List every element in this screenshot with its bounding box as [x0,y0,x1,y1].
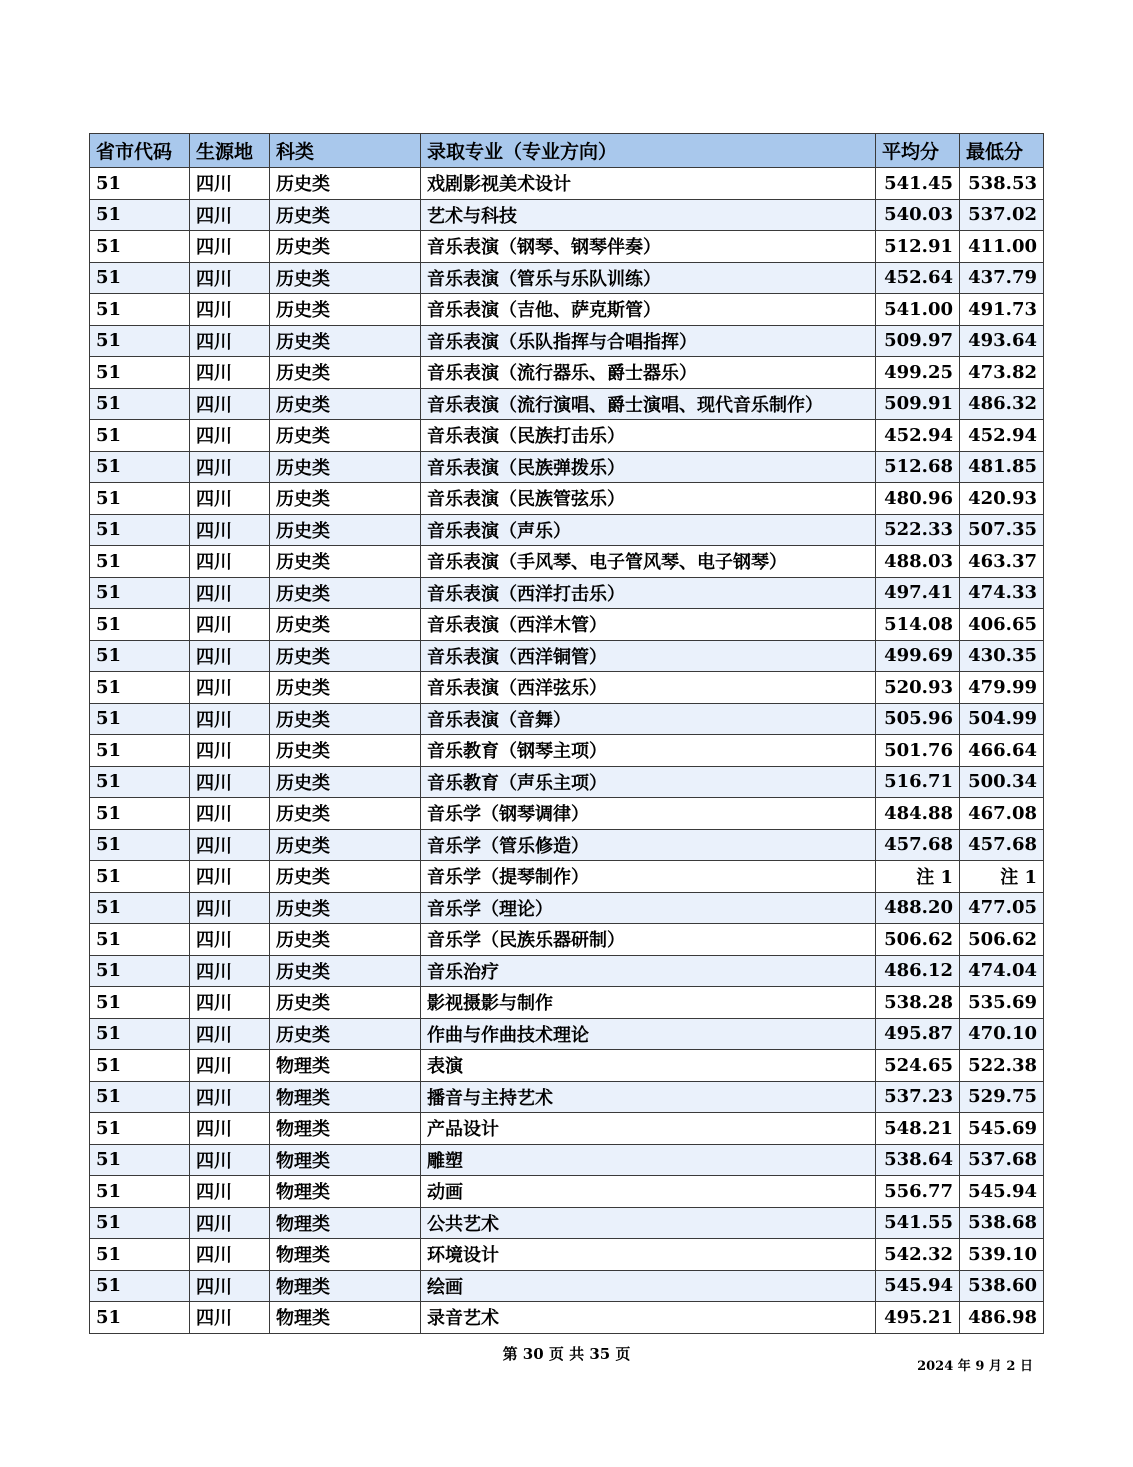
table-row [90,955,1044,987]
cell-average-score: 538.28 [876,987,960,1019]
cell-province-code: 51 [90,231,190,263]
cell-category: 历史类 [270,987,421,1019]
cell-category: 历史类 [270,766,421,798]
cell-category: 历史类 [270,199,421,231]
cell-min-score: 538.60 [960,1270,1044,1302]
cell-min-score: 481.85 [960,451,1044,483]
cell-min-score: 507.35 [960,514,1044,546]
cell-average-score: 488.20 [876,892,960,924]
table-row [90,1144,1044,1176]
cell-province-code: 51 [90,798,190,830]
table-body [90,168,1044,1334]
cell-major: 音乐表演（流行器乐、爵士器乐） [421,357,876,389]
table-row [90,609,1044,641]
cell-min-score: 529.75 [960,1081,1044,1113]
cell-category: 历史类 [270,735,421,767]
cell-category: 历史类 [270,892,421,924]
cell-province-code: 51 [90,735,190,767]
cell-origin: 四川 [190,987,270,1019]
table-row [90,1176,1044,1208]
cell-category: 历史类 [270,168,421,200]
cell-major: 公共艺术 [421,1207,876,1239]
cell-origin: 四川 [190,1144,270,1176]
cell-origin: 四川 [190,325,270,357]
cell-category: 历史类 [270,231,421,263]
table-row [90,798,1044,830]
cell-origin: 四川 [190,1302,270,1334]
header-origin: 生源地 [190,134,270,168]
cell-origin: 四川 [190,577,270,609]
cell-category: 物理类 [270,1302,421,1334]
cell-average-score: 506.62 [876,924,960,956]
cell-major: 音乐表演（管乐与乐队训练） [421,262,876,294]
table-row [90,861,1044,893]
cell-province-code: 51 [90,1018,190,1050]
cell-major: 影视摄影与制作 [421,987,876,1019]
cell-origin: 四川 [190,1050,270,1082]
cell-min-score: 437.79 [960,262,1044,294]
cell-origin: 四川 [190,199,270,231]
cell-origin: 四川 [190,388,270,420]
cell-category: 物理类 [270,1113,421,1145]
table-row [90,735,1044,767]
cell-average-score: 522.33 [876,514,960,546]
cell-major: 音乐表演（民族弹拨乐） [421,451,876,483]
cell-average-score: 538.64 [876,1144,960,1176]
cell-category: 历史类 [270,955,421,987]
cell-origin: 四川 [190,451,270,483]
cell-min-score: 474.33 [960,577,1044,609]
cell-origin: 四川 [190,861,270,893]
cell-category: 历史类 [270,357,421,389]
cell-min-score: 545.94 [960,1176,1044,1208]
cell-min-score: 538.68 [960,1207,1044,1239]
cell-average-score: 537.23 [876,1081,960,1113]
cell-category: 物理类 [270,1176,421,1208]
cell-average-score: 556.77 [876,1176,960,1208]
cell-average-score: 512.68 [876,451,960,483]
cell-province-code: 51 [90,1050,190,1082]
cell-province-code: 51 [90,1302,190,1334]
cell-major: 音乐表演（西洋弦乐） [421,672,876,704]
table-row [90,1270,1044,1302]
table-row [90,892,1044,924]
cell-category: 历史类 [270,672,421,704]
cell-major: 音乐表演（西洋木管） [421,609,876,641]
cell-min-score: 486.32 [960,388,1044,420]
cell-origin: 四川 [190,892,270,924]
cell-average-score: 505.96 [876,703,960,735]
table-row [90,420,1044,452]
cell-category: 物理类 [270,1081,421,1113]
cell-major: 音乐表演（音舞） [421,703,876,735]
cell-category: 物理类 [270,1144,421,1176]
cell-origin: 四川 [190,357,270,389]
cell-major: 音乐学（民族乐器研制） [421,924,876,956]
cell-average-score: 499.25 [876,357,960,389]
header-category: 科类 [270,134,421,168]
cell-origin: 四川 [190,420,270,452]
cell-category: 历史类 [270,861,421,893]
cell-average-score: 524.65 [876,1050,960,1082]
table-row [90,357,1044,389]
cell-origin: 四川 [190,609,270,641]
cell-province-code: 51 [90,672,190,704]
cell-origin: 四川 [190,1270,270,1302]
cell-average-score: 509.97 [876,325,960,357]
cell-province-code: 51 [90,640,190,672]
header-province-code: 省市代码 [90,134,190,168]
cell-category: 物理类 [270,1270,421,1302]
cell-average-score: 512.91 [876,231,960,263]
cell-average-score: 452.64 [876,262,960,294]
cell-major: 音乐表演（吉他、萨克斯管） [421,294,876,326]
cell-min-score: 注 1 [960,861,1044,893]
cell-province-code: 51 [90,987,190,1019]
table-row [90,1081,1044,1113]
cell-average-score: 516.71 [876,766,960,798]
cell-major: 音乐表演（西洋打击乐） [421,577,876,609]
cell-category: 历史类 [270,798,421,830]
cell-min-score: 466.64 [960,735,1044,767]
cell-province-code: 51 [90,483,190,515]
cell-min-score: 463.37 [960,546,1044,578]
cell-origin: 四川 [190,766,270,798]
cell-average-score: 495.87 [876,1018,960,1050]
cell-major: 录音艺术 [421,1302,876,1334]
cell-major: 音乐表演（声乐） [421,514,876,546]
table-row [90,1207,1044,1239]
cell-origin: 四川 [190,735,270,767]
cell-province-code: 51 [90,1239,190,1271]
table-row [90,640,1044,672]
cell-average-score: 541.00 [876,294,960,326]
cell-origin: 四川 [190,955,270,987]
header-average-score: 平均分 [876,134,960,168]
table-row [90,766,1044,798]
table-row [90,451,1044,483]
cell-category: 历史类 [270,483,421,515]
cell-min-score: 477.05 [960,892,1044,924]
cell-major: 音乐表演（民族打击乐） [421,420,876,452]
table-row [90,987,1044,1019]
table-row [90,262,1044,294]
cell-average-score: 542.32 [876,1239,960,1271]
cell-province-code: 51 [90,294,190,326]
cell-min-score: 537.68 [960,1144,1044,1176]
cell-province-code: 51 [90,1113,190,1145]
cell-major: 音乐教育（声乐主项） [421,766,876,798]
cell-min-score: 430.35 [960,640,1044,672]
cell-min-score: 537.02 [960,199,1044,231]
admission-scores-table [89,133,1044,1334]
cell-province-code: 51 [90,829,190,861]
cell-average-score: 495.21 [876,1302,960,1334]
cell-major: 音乐教育（钢琴主项） [421,735,876,767]
cell-category: 历史类 [270,546,421,578]
cell-average-score: 452.94 [876,420,960,452]
cell-province-code: 51 [90,420,190,452]
cell-origin: 四川 [190,672,270,704]
cell-category: 历史类 [270,924,421,956]
cell-province-code: 51 [90,199,190,231]
cell-min-score: 474.04 [960,955,1044,987]
cell-average-score: 499.69 [876,640,960,672]
cell-origin: 四川 [190,1018,270,1050]
cell-major: 音乐表演（手风琴、电子管风琴、电子钢琴） [421,546,876,578]
cell-average-score: 457.68 [876,829,960,861]
cell-category: 历史类 [270,388,421,420]
page-number: 第 30 页 共 35 页 [502,1345,631,1363]
cell-origin: 四川 [190,514,270,546]
cell-major: 艺术与科技 [421,199,876,231]
cell-major: 播音与主持艺术 [421,1081,876,1113]
cell-major: 音乐表演（乐队指挥与合唱指挥） [421,325,876,357]
cell-province-code: 51 [90,577,190,609]
cell-min-score: 467.08 [960,798,1044,830]
cell-min-score: 538.53 [960,168,1044,200]
cell-origin: 四川 [190,262,270,294]
cell-min-score: 406.65 [960,609,1044,641]
cell-province-code: 51 [90,325,190,357]
cell-origin: 四川 [190,546,270,578]
cell-province-code: 51 [90,1207,190,1239]
cell-province-code: 51 [90,357,190,389]
cell-major: 音乐表演（钢琴、钢琴伴奏） [421,231,876,263]
table-row [90,924,1044,956]
table-row [90,1050,1044,1082]
cell-average-score: 501.76 [876,735,960,767]
cell-min-score: 535.69 [960,987,1044,1019]
cell-average-score: 541.55 [876,1207,960,1239]
cell-category: 历史类 [270,577,421,609]
cell-average-score: 545.94 [876,1270,960,1302]
cell-min-score: 491.73 [960,294,1044,326]
cell-province-code: 51 [90,168,190,200]
cell-min-score: 470.10 [960,1018,1044,1050]
cell-major: 音乐表演（西洋铜管） [421,640,876,672]
cell-province-code: 51 [90,514,190,546]
cell-average-score: 509.91 [876,388,960,420]
cell-category: 历史类 [270,420,421,452]
table-row [90,231,1044,263]
cell-origin: 四川 [190,1113,270,1145]
cell-min-score: 504.99 [960,703,1044,735]
cell-province-code: 51 [90,388,190,420]
table-row [90,1113,1044,1145]
cell-average-score: 540.03 [876,199,960,231]
cell-category: 历史类 [270,1018,421,1050]
cell-origin: 四川 [190,798,270,830]
cell-major: 音乐表演（流行演唱、爵士演唱、现代音乐制作） [421,388,876,420]
table-row [90,199,1044,231]
cell-min-score: 411.00 [960,231,1044,263]
cell-origin: 四川 [190,483,270,515]
cell-category: 历史类 [270,262,421,294]
cell-min-score: 545.69 [960,1113,1044,1145]
cell-category: 历史类 [270,451,421,483]
table-row [90,1302,1044,1334]
cell-min-score: 539.10 [960,1239,1044,1271]
cell-province-code: 51 [90,1270,190,1302]
cell-category: 历史类 [270,703,421,735]
cell-category: 历史类 [270,640,421,672]
cell-category: 历史类 [270,514,421,546]
cell-origin: 四川 [190,829,270,861]
cell-average-score: 480.96 [876,483,960,515]
cell-province-code: 51 [90,451,190,483]
cell-category: 历史类 [270,609,421,641]
cell-origin: 四川 [190,294,270,326]
cell-category: 历史类 [270,294,421,326]
cell-average-score: 541.45 [876,168,960,200]
cell-origin: 四川 [190,924,270,956]
header-major: 录取专业（专业方向） [421,134,876,168]
cell-province-code: 51 [90,1144,190,1176]
cell-average-score: 484.88 [876,798,960,830]
cell-province-code: 51 [90,924,190,956]
cell-min-score: 473.82 [960,357,1044,389]
table-row [90,546,1044,578]
cell-average-score: 497.41 [876,577,960,609]
cell-major: 音乐学（钢琴调律） [421,798,876,830]
cell-major: 音乐学（管乐修造） [421,829,876,861]
cell-average-score: 488.03 [876,546,960,578]
cell-min-score: 486.98 [960,1302,1044,1334]
cell-major: 音乐治疗 [421,955,876,987]
cell-province-code: 51 [90,861,190,893]
cell-average-score: 520.93 [876,672,960,704]
cell-major: 音乐学（理论） [421,892,876,924]
cell-major: 雕塑 [421,1144,876,1176]
table-row [90,483,1044,515]
cell-major: 戏剧影视美术设计 [421,168,876,200]
cell-min-score: 457.68 [960,829,1044,861]
cell-province-code: 51 [90,609,190,641]
table-row [90,325,1044,357]
cell-origin: 四川 [190,1176,270,1208]
cell-major: 产品设计 [421,1113,876,1145]
cell-origin: 四川 [190,640,270,672]
cell-category: 物理类 [270,1239,421,1271]
table-row [90,829,1044,861]
header-min-score: 最低分 [960,134,1044,168]
table-row [90,577,1044,609]
cell-province-code: 51 [90,892,190,924]
table-row [90,294,1044,326]
cell-province-code: 51 [90,262,190,294]
cell-category: 历史类 [270,829,421,861]
cell-average-score: 486.12 [876,955,960,987]
table-row [90,672,1044,704]
cell-min-score: 522.38 [960,1050,1044,1082]
cell-major: 环境设计 [421,1239,876,1271]
table-header-row [90,134,1044,168]
cell-min-score: 452.94 [960,420,1044,452]
cell-major: 音乐表演（民族管弦乐） [421,483,876,515]
cell-major: 动画 [421,1176,876,1208]
cell-major: 表演 [421,1050,876,1082]
cell-origin: 四川 [190,703,270,735]
cell-province-code: 51 [90,703,190,735]
cell-province-code: 51 [90,766,190,798]
cell-average-score: 注 1 [876,861,960,893]
cell-category: 物理类 [270,1207,421,1239]
cell-category: 历史类 [270,325,421,357]
cell-major: 音乐学（提琴制作） [421,861,876,893]
table-row [90,514,1044,546]
cell-origin: 四川 [190,231,270,263]
cell-average-score: 514.08 [876,609,960,641]
cell-origin: 四川 [190,1207,270,1239]
cell-origin: 四川 [190,1081,270,1113]
table-row [90,388,1044,420]
table-row [90,703,1044,735]
table-row [90,168,1044,200]
table-row [90,1239,1044,1271]
footer-date: 2024 年 9 月 2 日 [917,1359,1033,1374]
cell-major: 绘画 [421,1270,876,1302]
cell-origin: 四川 [190,1239,270,1271]
cell-min-score: 506.62 [960,924,1044,956]
cell-category: 物理类 [270,1050,421,1082]
table-row [90,1018,1044,1050]
cell-province-code: 51 [90,1081,190,1113]
cell-origin: 四川 [190,168,270,200]
cell-province-code: 51 [90,955,190,987]
cell-min-score: 479.99 [960,672,1044,704]
cell-province-code: 51 [90,546,190,578]
cell-average-score: 548.21 [876,1113,960,1145]
cell-min-score: 493.64 [960,325,1044,357]
cell-min-score: 500.34 [960,766,1044,798]
cell-province-code: 51 [90,1176,190,1208]
cell-major: 作曲与作曲技术理论 [421,1018,876,1050]
cell-min-score: 420.93 [960,483,1044,515]
